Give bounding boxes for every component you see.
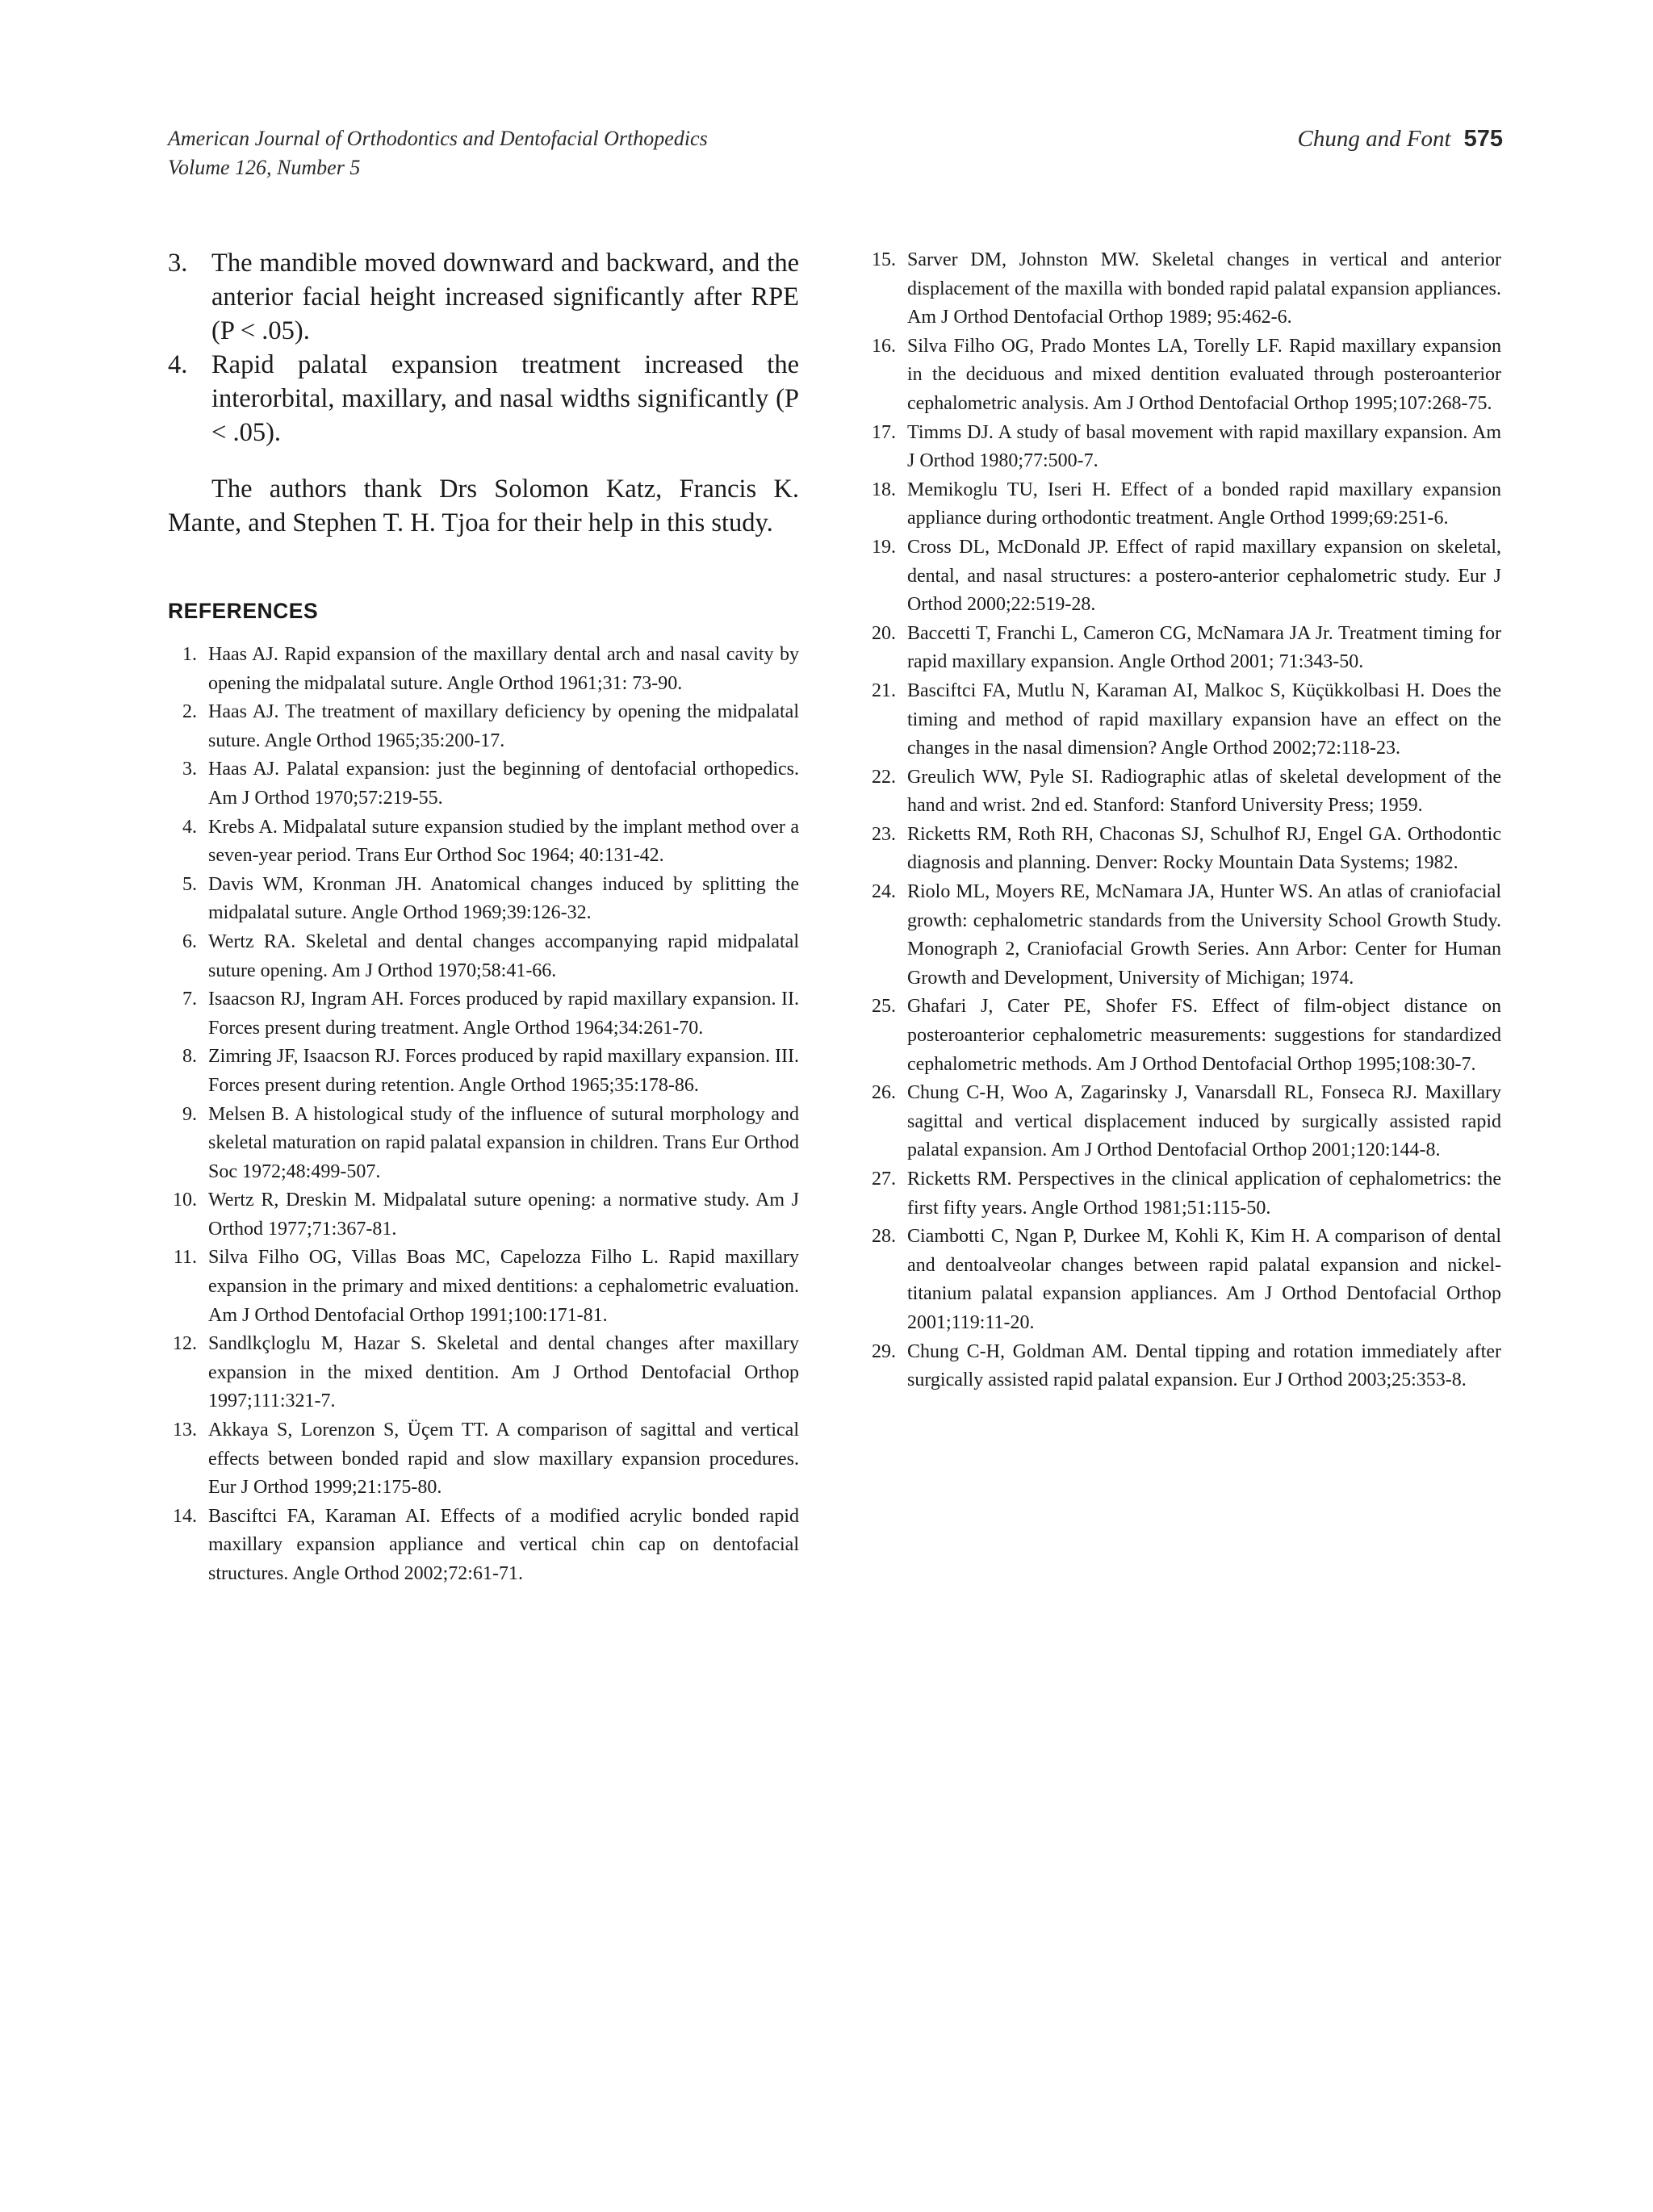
reference-text: Melsen B. A histological study of the influence of sutural morphology and skeletal maturation on rapid palatal expansion in children. Trans Eur Orthod Soc 1972;48:499-507.	[208, 1103, 799, 1182]
reference-text: Ciambotti C, Ngan P, Durkee M, Kohli K, Kim H. A comparison of dental and dentoalveolar changes between rapid palatal expansion and nickel-titanium palatal expansion appliances. Am J Orthod Dentofacial Orthop 2001;119:11-20.	[907, 1226, 1501, 1333]
reference-item	[168, 755, 799, 813]
reference-text: Ghafari J, Cater PE, Shofer FS. Effect of film-object distance on posteroanterior cephalometric measurements: suggestions for standardized cephalometric methods. Am J Orthod Dentofacial Orthop 1995;108:30-7.	[907, 996, 1501, 1075]
running-head-authors: Chung and Font	[1297, 126, 1451, 152]
reference-number: 8.	[182, 1046, 197, 1068]
reference-text: Sarver DM, Johnston MW. Skeletal changes in vertical and anterior displacement of the maxilla with bonded rapid palatal expansion appliances. Am J Orthod Dentofacial Orthop 1989; 95:462-6.	[907, 249, 1501, 328]
reference-item	[864, 677, 1501, 763]
reference-number: 25.	[872, 996, 896, 1018]
running-head-left	[168, 124, 708, 182]
reference-text: Memikoglu TU, Iseri H. Effect of a bonded rapid maxillary expansion appliance during orthodontic treatment. Angle Orthod 1999;69:251-6.	[907, 479, 1501, 529]
reference-number: 16.	[872, 335, 896, 357]
reference-list-left	[168, 641, 799, 1589]
reference-number: 29.	[872, 1340, 896, 1362]
reference-text: Wertz RA. Skeletal and dental changes accompanying rapid midpalatal suture opening. Am J Orthod 1970;58:41-66.	[208, 930, 799, 981]
reference-item	[168, 1043, 799, 1100]
reference-number: 1.	[182, 644, 197, 665]
right-column	[864, 246, 1501, 1395]
reference-number: 7.	[182, 989, 197, 1010]
reference-item	[864, 993, 1501, 1079]
reference-item	[168, 871, 799, 928]
reference-item	[168, 1503, 799, 1589]
acknowledgment: The authors thank Drs Solomon Katz, Francis K. Mante, and Stephen T. H. Tjoa for their help in this study.	[168, 475, 799, 537]
reference-number: 15.	[872, 249, 896, 270]
reference-item	[864, 476, 1501, 533]
reference-text: Silva Filho OG, Prado Montes LA, Torelly LF. Rapid maxillary expansion in the deciduous and mixed dentition evaluated through posteroanterior cephalometric analysis. Am J Orthod Dentofacial Orthop 1995;107:268-75.	[907, 335, 1501, 414]
reference-number: 9.	[182, 1103, 197, 1125]
reference-text: Cross DL, McDonald JP. Effect of rapid maxillary expansion on skeletal, dental, and nasal structures: a postero-anterior cephalometric study. Eur J Orthod 2000;22:519-28.	[907, 536, 1501, 616]
reference-item	[864, 620, 1501, 677]
reference-text: Haas AJ. The treatment of maxillary deficiency by opening the midpalatal suture. Angle Orthod 1965;35:200-17.	[208, 701, 799, 751]
reference-number: 5.	[182, 873, 197, 895]
reference-item	[168, 813, 799, 871]
conclusion-item	[168, 348, 799, 450]
reference-text: Ricketts RM, Roth RH, Chaconas SJ, Schulhof RJ, Engel GA. Orthodontic diagnosis and planning. Denver: Rocky Mountain Data Systems; 1982.	[907, 823, 1501, 874]
reference-number: 11.	[173, 1247, 197, 1269]
reference-item	[864, 332, 1501, 419]
conclusion-number: 4.	[168, 350, 188, 379]
reference-number: 10.	[173, 1190, 197, 1211]
reference-item	[168, 1101, 799, 1187]
reference-text: Chung C-H, Goldman AM. Dental tipping and rotation immediately after surgically assisted rapid palatal expansion. Eur J Orthod 2003;25:353-8.	[907, 1340, 1501, 1391]
references-heading: REFERENCES	[168, 599, 319, 623]
reference-text: Sandlkçloglu M, Hazar S. Skeletal and dental changes after maxillary expansion in the mixed dentition. Am J Orthod Dentofacial Orthop 1997;111:321-7.	[208, 1333, 799, 1412]
reference-list-right	[864, 246, 1501, 1395]
reference-number: 19.	[872, 536, 896, 558]
reference-item	[864, 878, 1501, 993]
conclusion-number: 3.	[168, 249, 188, 278]
reference-text: Timms DJ. A study of basal movement with rapid maxillary expansion. Am J Orthod 1980;77:500-7.	[907, 421, 1501, 472]
conclusion-text: Rapid palatal expansion treatment increased the interorbital, maxillary, and nasal widths significantly (P < .05).	[211, 350, 799, 447]
page-number: 575	[1463, 126, 1503, 152]
reference-number: 12.	[173, 1333, 197, 1355]
journal-volume: Volume 126, Number 5	[168, 156, 361, 179]
reference-text: Basciftci FA, Mutlu N, Karaman AI, Malkoc S, Küçükkolbasi H. Does the timing and method of rapid maxillary expansion have an effect on the changes in the nasal dimension? Angle Orthod 2002;72:118-23.	[907, 679, 1501, 759]
running-head-right	[1297, 124, 1503, 153]
reference-number: 3.	[182, 759, 197, 780]
reference-number: 23.	[872, 823, 896, 845]
conclusions-list	[168, 246, 799, 450]
reference-item	[864, 1223, 1501, 1337]
reference-item	[168, 641, 799, 698]
reference-number: 27.	[872, 1169, 896, 1190]
reference-number: 17.	[872, 421, 896, 443]
reference-item	[168, 698, 799, 755]
reference-text: Ricketts RM. Perspectives in the clinical application of cephalometrics: the first fifty years. Angle Orthod 1981;51:115-50.	[907, 1169, 1501, 1219]
reference-text: Greulich WW, Pyle SI. Radiographic atlas of skeletal development of the hand and wrist. 2nd ed. Stanford: Stanford University Press; 1959.	[907, 766, 1501, 817]
reference-text: Chung C-H, Woo A, Zagarinsky J, Vanarsdall RL, Fonseca RJ. Maxillary sagittal and vertical displacement induced by surgically assisted rapid palatal expansion. Am J Orthod Dentofacial Orthop 2001;120:144-8.	[907, 1082, 1501, 1161]
reference-text: Davis WM, Kronman JH. Anatomical changes induced by splitting the midpalatal suture. Angle Orthod 1969;39:126-32.	[208, 873, 799, 924]
reference-item	[864, 763, 1501, 821]
reference-item	[864, 533, 1501, 620]
reference-item	[864, 1338, 1501, 1395]
running-head	[168, 124, 1503, 189]
reference-number: 4.	[182, 816, 197, 838]
left-column	[168, 246, 799, 1589]
reference-item	[864, 419, 1501, 476]
reference-text: Wertz R, Dreskin M. Midpalatal suture opening: a normative study. Am J Orthod 1977;71:367-81.	[208, 1190, 799, 1240]
reference-number: 21.	[872, 679, 896, 701]
reference-text: Haas AJ. Rapid expansion of the maxillary dental arch and nasal cavity by opening the midpalatal suture. Angle Orthod 1961;31: 73-90.	[208, 644, 799, 694]
reference-text: Haas AJ. Palatal expansion: just the beginning of dentofacial orthopedics. Am J Orthod 1970;57:219-55.	[208, 759, 799, 809]
reference-item	[168, 928, 799, 985]
reference-text: Riolo ML, Moyers RE, McNamara JA, Hunter WS. An atlas of craniofacial growth: cephalometric standards from the University School Growth Study. Monograph 2, Craniofacial Growth Series. Ann Arbor: Center for Human Growth and Development, University of Michigan; 1974.	[907, 881, 1501, 989]
reference-text: Isaacson RJ, Ingram AH. Forces produced by rapid maxillary expansion. II. Forces present during treatment. Angle Orthod 1964;34:261-70.	[208, 989, 799, 1039]
reference-text: Silva Filho OG, Villas Boas MC, Capelozza Filho L. Rapid maxillary expansion in the primary and mixed dentitions: a cephalometric evaluation. Am J Orthod Dentofacial Orthop 1991;100:171-81.	[208, 1247, 799, 1326]
journal-title: American Journal of Orthodontics and Dentofacial Orthopedics	[168, 127, 708, 150]
reference-text: Baccetti T, Franchi L, Cameron CG, McNamara JA Jr. Treatment timing for rapid maxillary expansion. Angle Orthod 2001; 71:343-50.	[907, 622, 1501, 673]
reference-text: Basciftci FA, Karaman AI. Effects of a modified acrylic bonded rapid maxillary expansion appliance and vertical chin cap on dentofacial structures. Angle Orthod 2002;72:61-71.	[208, 1505, 799, 1584]
conclusion-text: The mandible moved downward and backward, and the anterior facial height increased significantly after RPE (P < .05).	[211, 249, 799, 345]
reference-item	[864, 246, 1501, 332]
reference-item	[168, 1186, 799, 1244]
reference-number: 28.	[872, 1226, 896, 1248]
reference-number: 6.	[182, 930, 197, 952]
reference-number: 2.	[182, 701, 197, 723]
reference-item	[168, 1416, 799, 1503]
reference-text: Krebs A. Midpalatal suture expansion studied by the implant method over a seven-year period. Trans Eur Orthod Soc 1964; 40:131-42.	[208, 816, 799, 867]
reference-text: Akkaya S, Lorenzon S, Üçem TT. A comparison of sagittal and vertical effects between bonded rapid and slow maxillary expansion procedures. Eur J Orthod 1999;21:175-80.	[208, 1420, 799, 1499]
reference-number: 13.	[173, 1420, 197, 1441]
reference-text: Zimring JF, Isaacson RJ. Forces produced by rapid maxillary expansion. III. Forces present during retention. Angle Orthod 1965;35:178-86.	[208, 1046, 799, 1096]
reference-number: 24.	[872, 881, 896, 903]
reference-item	[168, 1330, 799, 1416]
reference-item	[864, 1165, 1501, 1223]
reference-number: 26.	[872, 1082, 896, 1104]
reference-number: 14.	[173, 1505, 197, 1527]
reference-item	[864, 1079, 1501, 1165]
reference-number: 20.	[872, 622, 896, 644]
conclusion-item	[168, 246, 799, 348]
reference-number: 18.	[872, 479, 896, 500]
reference-item	[168, 985, 799, 1043]
reference-number: 22.	[872, 766, 896, 788]
reference-item	[168, 1244, 799, 1330]
reference-item	[864, 821, 1501, 878]
